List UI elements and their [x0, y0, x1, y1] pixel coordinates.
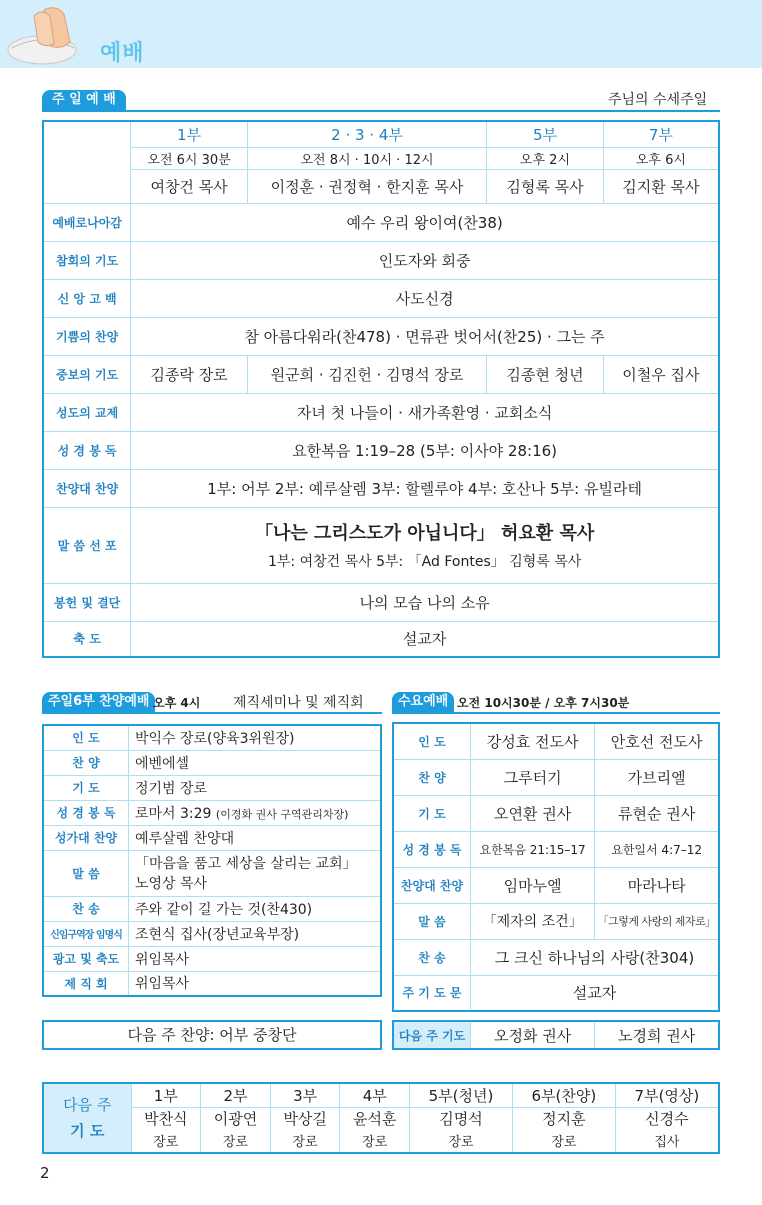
row-value: 1부: 어부 2부: 예루살렘 3부: 할렐루야 4부: 호산나 5부: 유빌라테 — [131, 469, 719, 507]
row-label: 찬양대 찬양 — [43, 469, 131, 507]
scripture-ref: 로마서 3:29 — [134, 805, 212, 822]
col-name: 이광연 — [201, 1107, 271, 1129]
row-label: 축 도 — [43, 621, 131, 657]
row-value: 나의 모습 나의 소유 — [131, 583, 719, 621]
row-value: 그 크신 하나님의 사랑(찬304) — [470, 939, 719, 975]
next-prayer-a: 오정화 권사 — [471, 1021, 595, 1049]
row-label: 찬 송 — [43, 896, 128, 921]
page-number: 2 — [40, 1164, 50, 1182]
sermon-cell — [128, 850, 381, 896]
page-title: 예배 — [100, 41, 145, 66]
row-label: 제 직 회 — [43, 971, 128, 996]
row-label: 말 씀 — [393, 903, 470, 939]
service-1-name: 1부 — [131, 121, 248, 147]
row-label: 광고 및 축도 — [43, 946, 128, 971]
row-label: 성 경 봉 독 — [43, 800, 128, 825]
row-label: 주 기 도 문 — [393, 975, 470, 1011]
sunday-table — [42, 120, 720, 658]
row-label: 신 앙 고 백 — [43, 279, 131, 317]
prayer-cell-3: 김종현 청년 — [487, 355, 604, 393]
corner-cell — [43, 121, 131, 203]
scripture-cell — [128, 800, 381, 825]
sunday6-next-praise: 다음 주 찬양: 어부 중창단 — [42, 1020, 382, 1050]
wednesday-tag: 수요예배 — [392, 692, 454, 712]
cell-a: 강성효 전도사 — [470, 723, 594, 759]
wednesday-table — [392, 722, 720, 1012]
sermon-cell — [131, 507, 719, 583]
row-value: 설교자 — [131, 621, 719, 657]
row-label: 인 도 — [43, 725, 128, 750]
next-prayer-table — [42, 1082, 720, 1154]
sermon-title: 「마음을 품고 세상을 살리는 교회」 — [134, 856, 357, 872]
sunday-tag: 주 일 예 배 — [42, 90, 126, 110]
service-7-time: 오후 6시 — [603, 147, 719, 169]
row-label: 성가대 찬양 — [43, 825, 128, 850]
cell-a: 요한복음 21:15–17 — [470, 831, 594, 867]
sunday-tag-line — [42, 110, 720, 112]
row-label: 예배로나아감 — [43, 203, 131, 241]
sunday6-time: 오후 4시 — [153, 696, 201, 710]
col-head: 2부 — [201, 1083, 271, 1107]
cell-b: 마라나타 — [595, 867, 719, 903]
row-value: 설교자 — [470, 975, 719, 1011]
row-label: 말 씀 선 포 — [43, 507, 131, 583]
cell-a: 그루터기 — [470, 759, 594, 795]
col-name: 박찬식 — [131, 1107, 201, 1129]
row-label: 성 경 봉 독 — [393, 831, 470, 867]
sermon-preacher: 노영상 목사 — [134, 876, 208, 892]
row-value: 정기범 장로 — [128, 775, 381, 800]
col-title: 집사 — [615, 1129, 719, 1153]
service-7-name: 7부 — [603, 121, 719, 147]
col-name: 김명석 — [410, 1107, 513, 1129]
row-value: 사도신경 — [131, 279, 719, 317]
row-label: 성 경 봉 독 — [43, 431, 131, 469]
prayer-label: 기 도 — [70, 1122, 105, 1140]
cell-b: 가브리엘 — [595, 759, 719, 795]
col-head: 3부 — [270, 1083, 340, 1107]
service-5-name: 5부 — [487, 121, 604, 147]
row-label: 기 도 — [43, 775, 128, 800]
sunday6-table — [42, 724, 382, 997]
wednesday-tag-line — [392, 712, 720, 714]
sermon-subtitle: 1부: 여창건 목사 5부: 「Ad Fontes」 김형록 목사 — [267, 554, 582, 570]
row-value: 에벤에셀 — [128, 750, 381, 775]
service-5-pastor: 김형록 목사 — [487, 169, 604, 203]
row-label: 신임구역장 임명식 — [43, 921, 128, 946]
row-label: 참회의 기도 — [43, 241, 131, 279]
row-value: 자녀 첫 나들이 · 새가족환영 · 교회소식 — [131, 393, 719, 431]
row-label: 중보의 기도 — [43, 355, 131, 393]
col-name: 윤석훈 — [340, 1107, 410, 1129]
col-head: 1부 — [131, 1083, 201, 1107]
sermon-title: 「나는 그리스도가 아닙니다」 허요환 목사 — [254, 523, 595, 544]
cell-a: 임마누엘 — [470, 867, 594, 903]
col-title: 장로 — [340, 1129, 410, 1153]
next-prayer-b: 노경희 권사 — [595, 1021, 719, 1049]
cell-b: 안호선 전도사 — [595, 723, 719, 759]
row-label: 기쁨의 찬양 — [43, 317, 131, 355]
sunday6-tag: 주일6부 찬양예배 — [42, 692, 155, 712]
praying-hands-bible-icon — [4, 2, 90, 68]
row-label: 찬 송 — [393, 939, 470, 975]
col-name: 신경수 — [615, 1107, 719, 1129]
row-label: 말 씀 — [43, 850, 128, 896]
col-head: 5부(청년) — [410, 1083, 513, 1107]
service-2-time: 오전 8시 · 10시 · 12시 — [247, 147, 486, 169]
row-value: 위임목사 — [128, 971, 381, 996]
row-label: 기 도 — [393, 795, 470, 831]
row-label: 찬 양 — [43, 750, 128, 775]
service-5-time: 오후 2시 — [487, 147, 604, 169]
row-label: 성도의 교제 — [43, 393, 131, 431]
scripture-reader: (이경화 권사 구역관리차장) — [215, 807, 349, 821]
row-value: 조현식 집사(장년교육부장) — [128, 921, 381, 946]
col-head: 4부 — [340, 1083, 410, 1107]
row-value: 예수 우리 왕이여(찬38) — [131, 203, 719, 241]
col-head: 6부(찬양) — [512, 1083, 615, 1107]
cell-a: 오연환 권사 — [470, 795, 594, 831]
col-head: 7부(영상) — [615, 1083, 719, 1107]
col-name: 정지훈 — [512, 1107, 615, 1129]
next-prayer-header — [43, 1083, 131, 1153]
row-value: 요한복음 1:19–28 (5부: 이사야 28:16) — [131, 431, 719, 469]
row-value: 참 아름다워라(찬478) · 면류관 벗어서(찬25) · 그는 주 — [131, 317, 719, 355]
col-title: 장로 — [410, 1129, 513, 1153]
cell-b: 「그렇게 사랑의 제자로」 — [595, 903, 719, 939]
next-week-label: 다음 주 — [63, 1096, 112, 1114]
service-2-pastor: 이정훈 · 권정혁 · 한지훈 목사 — [247, 169, 486, 203]
cell-a: 「제자의 조건」 — [470, 903, 594, 939]
col-title: 장로 — [201, 1129, 271, 1153]
wednesday-next-prayer — [392, 1020, 720, 1050]
sunday6-tag-line — [42, 712, 382, 714]
col-title: 장로 — [512, 1129, 615, 1153]
row-value: 위임목사 — [128, 946, 381, 971]
row-label: 인 도 — [393, 723, 470, 759]
row-value: 박익수 장로(양육3위원장) — [128, 725, 381, 750]
next-prayer-label: 다음 주 기도 — [393, 1021, 471, 1049]
service-1-time: 오전 6시 30분 — [131, 147, 248, 169]
service-7-pastor: 김지환 목사 — [603, 169, 719, 203]
prayer-cell-1: 김종락 장로 — [131, 355, 248, 393]
row-value: 인도자와 회중 — [131, 241, 719, 279]
sunday-subtitle: 주님의 수세주일 — [608, 92, 708, 108]
col-name: 박상길 — [270, 1107, 340, 1129]
prayer-cell-2: 원군희 · 김진헌 · 김명석 장로 — [247, 355, 486, 393]
service-1-pastor: 여창건 목사 — [131, 169, 248, 203]
sunday6-subtitle: 제직세미나 및 제직회 — [233, 695, 364, 711]
row-label: 찬 양 — [393, 759, 470, 795]
row-value: 주와 같이 길 가는 것(찬430) — [128, 896, 381, 921]
wednesday-time: 오전 10시30분 / 오후 7시30분 — [457, 696, 630, 710]
row-label: 봉헌 및 결단 — [43, 583, 131, 621]
prayer-cell-4: 이철우 집사 — [603, 355, 719, 393]
cell-b: 류현순 권사 — [595, 795, 719, 831]
service-2-name: 2 · 3 · 4부 — [247, 121, 486, 147]
col-title: 장로 — [270, 1129, 340, 1153]
cell-b: 요한일서 4:7–12 — [595, 831, 719, 867]
col-title: 장로 — [131, 1129, 201, 1153]
row-value: 예루살렘 찬양대 — [128, 825, 381, 850]
row-label: 찬양대 찬양 — [393, 867, 470, 903]
